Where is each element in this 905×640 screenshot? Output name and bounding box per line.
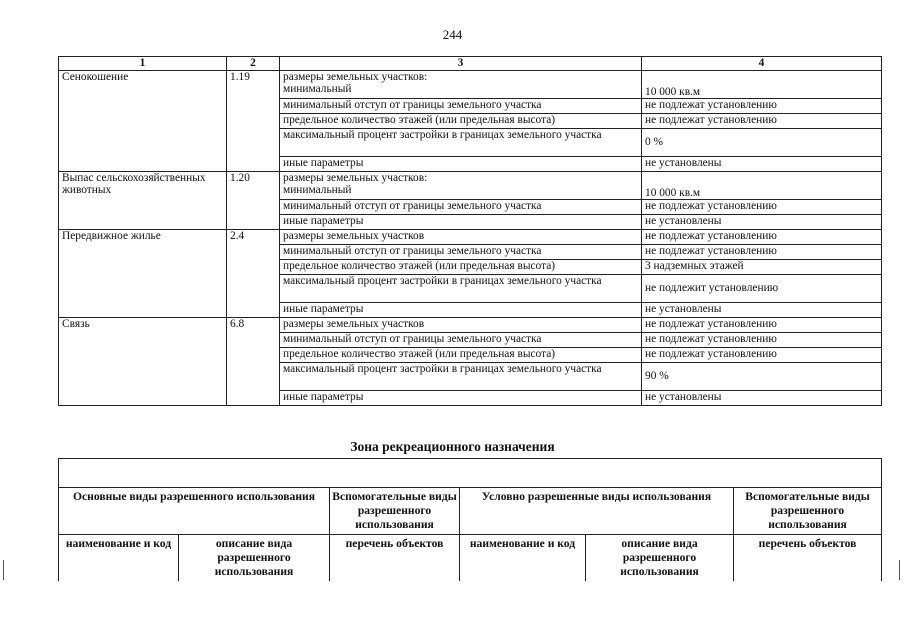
parameter-name: минимальный отступ от границы земельного участка: [280, 200, 642, 215]
right-edge-mark: [899, 560, 900, 580]
parameters-table-body: [59, 71, 882, 406]
use-type-code: 1.20: [227, 172, 280, 230]
use-type-name: Выпас сельскохозяйственных животных: [59, 172, 227, 230]
main-uses-header: Основные виды разрешенного использования: [59, 488, 330, 535]
column-header-3: 3: [280, 57, 642, 71]
parameter-value: 10 000 кв.м: [642, 71, 882, 99]
table-row: [59, 318, 882, 333]
parameter-value: не подлежат установлению: [642, 230, 882, 245]
table-row: [59, 172, 882, 200]
use-type-name: Связь: [59, 318, 227, 406]
parameter-value: 0 %: [642, 129, 882, 157]
parameter-name: размеры земельных участков: [280, 230, 642, 245]
parameter-value: не подлежат установлению: [642, 99, 882, 114]
parameter-value: не подлежат установлению: [642, 245, 882, 260]
description-header-1: описание вида разрешенного использования: [179, 535, 330, 582]
conditional-uses-header: Условно разрешенные виды использования: [460, 488, 734, 535]
parameter-value: не установлены: [642, 157, 882, 172]
parameter-value: не подлежат установлению: [642, 114, 882, 129]
zone-title: Зона рекреационного назначения: [350, 439, 555, 454]
group-header-row: [59, 488, 882, 535]
parameter-name: максимальный процент застройки в границах земельного участка: [280, 363, 642, 391]
parameter-name: размеры земельных участков: минимальный: [280, 172, 642, 200]
sub-header-row: [59, 535, 882, 582]
blank-cell: [59, 459, 882, 488]
parameter-value: не подлежат установлению: [642, 318, 882, 333]
parameter-name: иные параметры: [280, 303, 642, 318]
parameter-name: иные параметры: [280, 391, 642, 406]
use-type-code: 1.19: [227, 71, 280, 172]
column-header-1: 1: [59, 57, 227, 71]
use-type-code: 6.8: [227, 318, 280, 406]
parameter-value: не подлежат установлению: [642, 333, 882, 348]
name-code-header-2: наименование и код: [460, 535, 586, 582]
header-row: [59, 57, 882, 71]
parameter-value: не установлены: [642, 215, 882, 230]
parameter-value: не подлежит установлению: [642, 275, 882, 303]
parameter-value: не установлены: [642, 303, 882, 318]
left-edge-mark: [3, 560, 4, 580]
aux-uses-header-2: Вспомогательные виды разрешенного использования: [734, 488, 882, 535]
recreation-zone-table: [58, 458, 882, 581]
column-header-4: 4: [642, 57, 882, 71]
parameter-name: минимальный отступ от границы земельного участка: [280, 245, 642, 260]
use-type-name: Передвижное жилье: [59, 230, 227, 318]
blank-row: [59, 459, 882, 488]
parameter-name: предельное количество этажей (или предельная высота): [280, 114, 642, 129]
table-row: [59, 71, 882, 99]
name-code-header-1: наименование и код: [59, 535, 179, 582]
page-number: 244: [442, 27, 463, 42]
parameter-name: максимальный процент застройки в границах земельного участка: [280, 129, 642, 157]
parameter-name: минимальный отступ от границы земельного участка: [280, 99, 642, 114]
use-type-name: Сенокошение: [59, 71, 227, 172]
objects-list-header-1: перечень объектов: [330, 535, 460, 582]
parameter-name: максимальный процент застройки в границах земельного участка: [280, 275, 642, 303]
parameter-name: иные параметры: [280, 215, 642, 230]
use-type-code: 2.4: [227, 230, 280, 318]
parameter-name: иные параметры: [280, 157, 642, 172]
aux-uses-header-1: Вспомогательные виды разрешенного использования: [330, 488, 460, 535]
parameter-value: не подлежат установлению: [642, 200, 882, 215]
parameter-value: не установлены: [642, 391, 882, 406]
parameter-name: предельное количество этажей (или предельная высота): [280, 260, 642, 275]
parameter-name: минимальный отступ от границы земельного участка: [280, 333, 642, 348]
land-use-parameters-table: [58, 56, 882, 406]
table-row: [59, 230, 882, 245]
column-header-2: 2: [227, 57, 280, 71]
parameter-value: 10 000 кв.м: [642, 172, 882, 200]
objects-list-header-2: перечень объектов: [734, 535, 882, 582]
parameter-value: 90 %: [642, 363, 882, 391]
parameter-name: предельное количество этажей (или предельная высота): [280, 348, 642, 363]
description-header-2: описание вида разрешенного использования: [586, 535, 734, 582]
parameter-name: размеры земельных участков: [280, 318, 642, 333]
parameter-name: размеры земельных участков: минимальный: [280, 71, 642, 99]
parameter-value: 3 надземных этажей: [642, 260, 882, 275]
parameter-value: не подлежат установлению: [642, 348, 882, 363]
